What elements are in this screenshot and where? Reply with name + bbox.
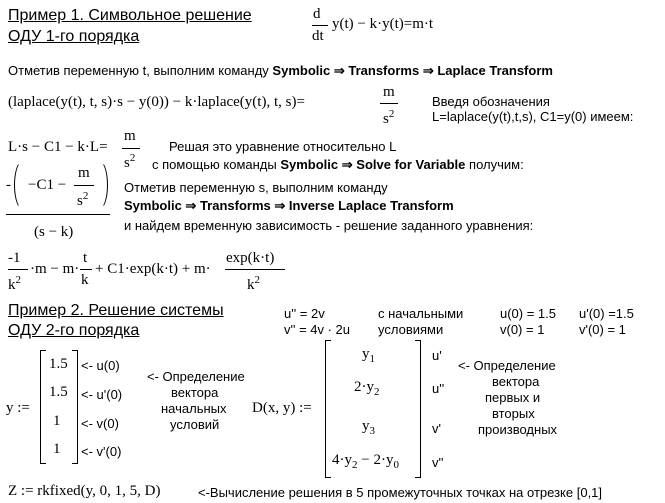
laplace-fraction-bar bbox=[380, 103, 398, 104]
result-den1: $k^2$ bbox=[8, 274, 21, 293]
laplace-command-line: Отметив переменную t, выполним команду Symbolic ⇒ Transforms ⇒ Laplace Transform bbox=[8, 63, 553, 78]
y-note-line: начальных bbox=[161, 401, 227, 416]
algebraic-lhs: L·s − C1 − k·L= bbox=[8, 139, 108, 155]
solve-note-line1: Решая это уравнение относительно L bbox=[169, 139, 397, 154]
d-label: u'' bbox=[432, 381, 445, 396]
laplace-expression: (laplace(y(t), t, s)·s − y(0)) − k·laplace(y(t), t, s)= bbox=[8, 94, 305, 110]
y-value: 1 bbox=[53, 441, 61, 457]
inverse-note-line3: и найдем временную зависимость - решение заданного уравнения: bbox=[124, 218, 534, 233]
d-assign: D(x, y) := bbox=[252, 400, 312, 416]
y-right-bracket bbox=[72, 350, 78, 464]
d-label: v'' bbox=[432, 455, 444, 470]
y-left-bracket bbox=[40, 350, 46, 464]
d-row-3: $y_3$ bbox=[362, 418, 375, 437]
result-bar2 bbox=[80, 269, 92, 270]
ode-fraction-bar bbox=[312, 25, 328, 26]
ode-rhs: y(t) − k·y(t)=m·t bbox=[332, 16, 434, 32]
d-note-line: вектора bbox=[492, 374, 540, 389]
ode-d: d bbox=[313, 6, 321, 22]
laplace-numerator: m bbox=[383, 84, 395, 100]
solution-inner: −C1 − bbox=[28, 177, 67, 193]
menu-solve-for-variable[interactable]: Solve for Variable bbox=[356, 157, 466, 172]
menu-symbolic[interactable]: Symbolic bbox=[280, 157, 339, 172]
d-label: u' bbox=[432, 348, 442, 363]
y-note-line: условий bbox=[170, 417, 220, 432]
initial-label-2: условиями bbox=[378, 322, 444, 337]
result-den2: k bbox=[81, 272, 89, 288]
laplace-denominator: $s^2$ bbox=[383, 108, 395, 127]
ic-v0: v(0) = 1 bbox=[500, 322, 545, 337]
d-note-line: <- Определение bbox=[458, 358, 556, 373]
menu-transforms[interactable]: Transforms bbox=[348, 63, 420, 78]
example2-heading-line1: Пример 2. Решение системы bbox=[8, 302, 224, 319]
result-bar3 bbox=[225, 269, 285, 270]
y-assign: y := bbox=[6, 400, 30, 416]
rkfixed-note: <-Вычисление решения в 5 промежуточных точках на отрезке [0,1] bbox=[198, 485, 603, 500]
y-note-line: вектора bbox=[171, 385, 219, 400]
y-label: <- v'(0) bbox=[81, 444, 122, 459]
rkfixed-expression[interactable]: Z := rkfixed(y, 0, 1, 5, D) bbox=[8, 483, 161, 499]
d-note-line: вторых bbox=[492, 406, 535, 421]
solution-minus: - bbox=[6, 177, 11, 193]
solution-inner-denominator: $s^2$ bbox=[77, 190, 89, 209]
solve-note-line2: с помощью команды Symbolic ⇒ Solve for Variable получим: bbox=[152, 157, 524, 172]
d-row-4: $4\cdot y_2 - 2\cdot y_0$ bbox=[332, 452, 399, 471]
menu-symbolic[interactable]: Symbolic bbox=[124, 198, 182, 213]
menu-laplace-transform[interactable]: Laplace Transform bbox=[437, 63, 553, 78]
result-bar1 bbox=[8, 269, 28, 270]
d-right-bracket bbox=[415, 340, 421, 478]
y-label: <- u'(0) bbox=[81, 387, 123, 402]
algebraic-fraction-bar bbox=[122, 148, 140, 149]
y-value: 1.5 bbox=[49, 384, 68, 400]
d-row-2: $2\cdot y_2$ bbox=[354, 379, 380, 398]
result-den3: $k^2$ bbox=[247, 274, 260, 293]
result-num2: t bbox=[83, 250, 88, 266]
y-note-line: <- Определение bbox=[147, 369, 245, 384]
arrow-icon: ⇒ bbox=[185, 198, 197, 213]
inverse-command-line bbox=[124, 198, 454, 213]
inverse-note-line1: Отметив переменную s, выполним команду bbox=[124, 180, 388, 195]
menu-symbolic[interactable]: Symbolic bbox=[272, 63, 331, 78]
arrow-icon: ⇒ bbox=[333, 63, 345, 78]
y-label: <- v(0) bbox=[81, 416, 119, 431]
d-left-bracket bbox=[325, 340, 331, 478]
ic-u0: u(0) = 1.5 bbox=[500, 306, 557, 321]
solution-inner-numerator: m bbox=[78, 165, 90, 181]
ode-dt: dt bbox=[312, 28, 324, 44]
y-value: 1 bbox=[53, 413, 61, 429]
notation-note-line2: L=laplace(y(t),t,s), C1=y(0) имеем: bbox=[432, 109, 634, 124]
result-num1: -1 bbox=[8, 250, 21, 266]
result-mid1: ·m − m· bbox=[30, 261, 80, 277]
system-eq1: u'' = 2v bbox=[284, 306, 325, 321]
y-value: 1.5 bbox=[49, 356, 68, 372]
arrow-icon: ⇒ bbox=[341, 157, 353, 172]
algebraic-numerator: m bbox=[124, 128, 136, 144]
system-eq2: v'' = 4v · 2u bbox=[284, 322, 351, 337]
right-paren bbox=[90, 160, 108, 210]
menu-transforms[interactable]: Transforms bbox=[199, 198, 271, 213]
solution-denominator: (s − k) bbox=[34, 224, 74, 240]
d-note-line: первых и bbox=[485, 390, 541, 405]
notation-note-line1: Введя обозначения bbox=[432, 94, 550, 109]
example2-heading-line2: ОДУ 2-го порядка bbox=[8, 322, 140, 339]
d-row-1: $y_1$ bbox=[362, 346, 375, 365]
arrow-icon: ⇒ bbox=[422, 63, 434, 78]
initial-label-1: с начальными bbox=[378, 306, 464, 321]
result-num3: exp(k·t) bbox=[226, 250, 275, 266]
example1-heading-line2: ОДУ 1-го порядка bbox=[8, 28, 140, 45]
d-note-line: производных bbox=[478, 422, 558, 437]
solution-fraction-bar bbox=[6, 214, 110, 215]
menu-inverse-laplace-transform[interactable]: Inverse Laplace Transform bbox=[288, 198, 454, 213]
example1-heading-line1: Пример 1. Символьное решение bbox=[8, 7, 252, 24]
ic-dv0: v'(0) = 1 bbox=[579, 322, 626, 337]
y-label: <- u(0) bbox=[81, 358, 120, 373]
result-mid2: + C1·exp(k·t) + m· bbox=[95, 261, 211, 277]
d-label: v' bbox=[432, 421, 441, 436]
ic-du0: u'(0) =1.5 bbox=[579, 306, 634, 321]
algebraic-denominator: $s^2$ bbox=[124, 152, 136, 171]
arrow-icon: ⇒ bbox=[274, 198, 286, 213]
